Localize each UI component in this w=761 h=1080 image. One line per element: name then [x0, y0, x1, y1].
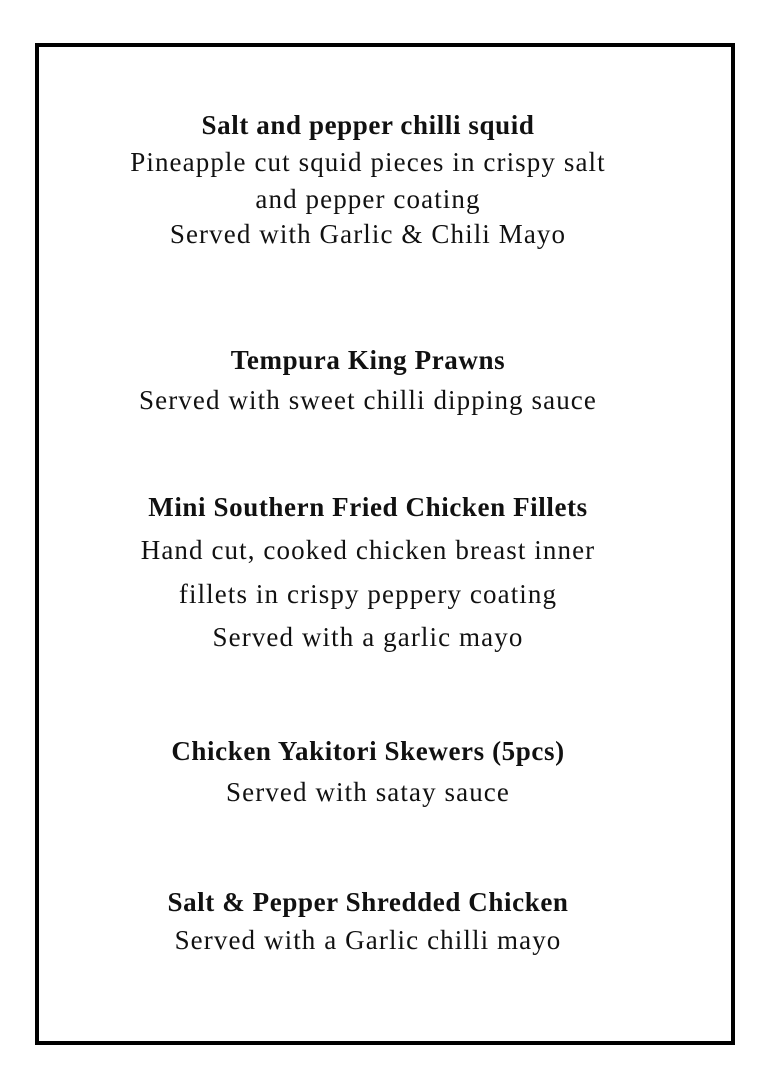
menu-item-description: Hand cut, cooked chicken breast inner: [140, 535, 596, 565]
menu-item-description: Served with Garlic & Chili Mayo: [169, 219, 567, 249]
menu-item-description: and pepper coating: [255, 184, 481, 214]
menu-item-description: Served with satay sauce: [226, 777, 510, 807]
menu-item-title: Salt & Pepper Shredded Chicken: [167, 887, 569, 917]
menu-item-description: fillets in crispy peppery coating: [178, 579, 558, 609]
menu-item-title: Salt and pepper chilli squid: [201, 110, 535, 140]
menu-item-title: Tempura King Prawns: [230, 345, 506, 375]
menu-item-title: Chicken Yakitori Skewers (5pcs): [171, 736, 565, 766]
menu-item-description: Served with sweet chilli dipping sauce: [139, 385, 597, 415]
menu-item-title: Mini Southern Fried Chicken Fillets: [148, 492, 588, 522]
menu-item-description: Pineapple cut squid pieces in crispy salt: [130, 147, 606, 177]
menu-item-description: Served with a Garlic chilli mayo: [174, 925, 562, 955]
menu-item-description: Served with a garlic mayo: [212, 622, 524, 652]
